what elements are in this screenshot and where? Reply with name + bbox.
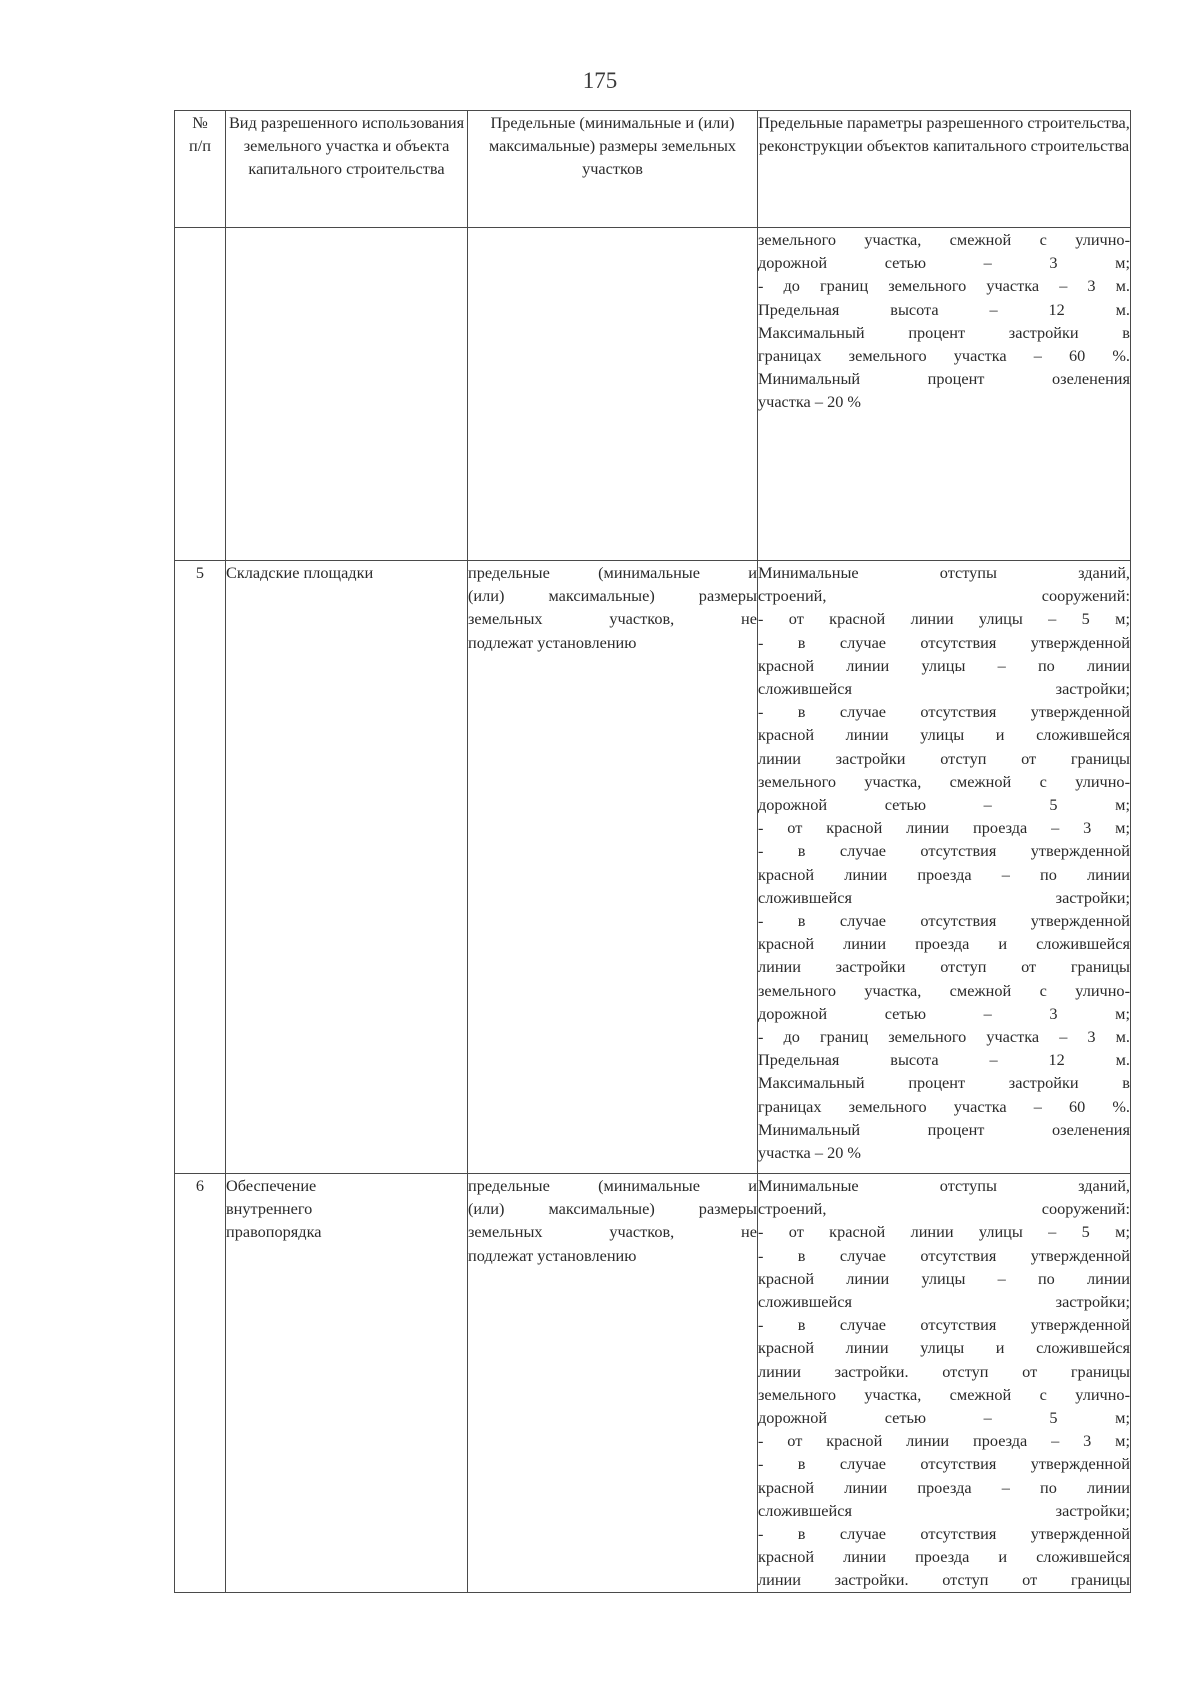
cell-line: земельного участка, смежной с улично- xyxy=(758,980,1130,1000)
row-plot-sizes xyxy=(468,228,758,561)
cell-line: Минимальные отступы зданий, xyxy=(758,563,1130,582)
cell-line: линии застройки. отступ от границы xyxy=(758,1570,1130,1590)
cell-line: Максимальный процент застройки в xyxy=(758,1073,1130,1093)
cell-line: - до границ земельного участка – 3 м. xyxy=(758,276,1130,296)
table-row xyxy=(175,1174,1131,1593)
cell-line: - в случае отсутствия утвержденной xyxy=(758,911,1130,931)
cell-line: дорожной сетью – 5 м; xyxy=(758,1408,1130,1428)
cell-line: Минимальный процент озеленения xyxy=(758,1119,1130,1139)
header-use-type: Вид разрешенного использования земельного участка и объекта капитального строительства xyxy=(226,111,468,228)
table-header-row xyxy=(175,111,1131,228)
cell-line: предельные (минимальные и xyxy=(468,563,757,582)
header-number-line-2: п/п xyxy=(189,136,211,155)
cell-line: Обеспечение xyxy=(226,1176,317,1195)
cell-line: строений, сооружений: xyxy=(758,1199,1130,1219)
cell-line: - в случае отсутствия утвержденной xyxy=(758,1524,1130,1544)
table-row xyxy=(175,561,1131,1174)
row-building-parameters xyxy=(758,561,1131,1174)
cell-line: красной линии улицы – по линии xyxy=(758,1268,1130,1288)
cell-line: - в случае отсутствия утвержденной xyxy=(758,1454,1130,1474)
cell-line: сложившейся застройки; xyxy=(758,679,1130,699)
cell-line: участка – 20 % xyxy=(758,1143,861,1163)
row-plot-sizes xyxy=(468,561,758,1174)
cell-line: Максимальный процент застройки в xyxy=(758,322,1130,342)
cell-line: строений, сооружений: xyxy=(758,586,1130,606)
cell-line: внутреннего xyxy=(226,1199,313,1219)
cell-line: - от красной линии улицы – 5 м; xyxy=(758,1222,1130,1242)
zoning-parameters-table xyxy=(174,110,1131,1593)
cell-line: красной линии улицы и сложившейся xyxy=(758,1338,1130,1358)
row-use-type: Складские площадки xyxy=(226,561,468,1174)
cell-line: правопорядка xyxy=(226,1222,322,1242)
cell-line: границах земельного участка – 60 %. xyxy=(758,346,1130,366)
cell-line: красной линии проезда – по линии xyxy=(758,1477,1130,1497)
cell-line: земельного участка, смежной с улично- xyxy=(758,771,1130,791)
cell-line: Предельная высота – 12 м. xyxy=(758,1050,1130,1070)
cell-line: дорожной сетью – 3 м; xyxy=(758,1003,1130,1023)
cell-line: границах земельного участка – 60 %. xyxy=(758,1096,1130,1116)
cell-line: земельного участка, смежной с улично- xyxy=(758,230,1130,249)
cell-line: красной линии улицы – по линии xyxy=(758,655,1130,675)
cell-line: участка – 20 % xyxy=(758,392,861,412)
cell-line: линии застройки отступ от границы xyxy=(758,957,1130,977)
page-number: 175 xyxy=(582,68,618,93)
row-number xyxy=(175,228,226,561)
cell-line: линии застройки отступ от границы xyxy=(758,748,1130,768)
cell-line: красной линии проезда – по линии xyxy=(758,864,1130,884)
cell-line: Минимальный процент озеленения xyxy=(758,369,1130,389)
cell-line: - в случае отсутствия утвержденной xyxy=(758,841,1130,861)
cell-line: - от красной линии проезда – 3 м; xyxy=(758,1431,1130,1451)
cell-line: красной линии проезда и сложившейся xyxy=(758,934,1130,954)
row-building-parameters xyxy=(758,228,1131,561)
cell-line: дорожной сетью – 5 м; xyxy=(758,795,1130,815)
cell-line: (или) максимальные) размеры xyxy=(468,1199,757,1219)
cell-line: - в случае отсутствия утвержденной xyxy=(758,1245,1130,1265)
header-number-line-1: № xyxy=(192,113,208,132)
header-building-parameters: Предельные параметры разрешенного строительства, реконструкции объектов капитального строительства xyxy=(758,111,1131,228)
cell-line: земельного участка, смежной с улично- xyxy=(758,1384,1130,1404)
cell-line: - в случае отсутствия утвержденной xyxy=(758,702,1130,722)
cell-line: - в случае отсутствия утвержденной xyxy=(758,632,1130,652)
row-number: 5 xyxy=(175,561,226,1174)
cell-line: - до границ земельного участка – 3 м. xyxy=(758,1027,1130,1047)
row-number: 6 xyxy=(175,1174,226,1593)
cell-line: - от красной линии проезда – 3 м; xyxy=(758,818,1130,838)
cell-line: сложившейся застройки; xyxy=(758,887,1130,907)
cell-line: подлежат установлению xyxy=(468,632,637,652)
row-building-parameters xyxy=(758,1174,1131,1593)
cell-line: - от красной линии улицы – 5 м; xyxy=(758,609,1130,629)
cell-line: сложившейся застройки; xyxy=(758,1292,1130,1312)
cell-line: дорожной сетью – 3 м; xyxy=(758,253,1130,273)
row-use-type xyxy=(226,228,468,561)
cell-line: земельных участков, не xyxy=(468,609,757,629)
cell-line: Предельная высота – 12 м. xyxy=(758,299,1130,319)
cell-line: линии застройки. отступ от границы xyxy=(758,1361,1130,1381)
cell-line: земельных участков, не xyxy=(468,1222,757,1242)
row-plot-sizes xyxy=(468,1174,758,1593)
cell-line: подлежат установлению xyxy=(468,1245,637,1265)
cell-line: красной линии проезда и сложившейся xyxy=(758,1547,1130,1567)
row-use-type xyxy=(226,1174,468,1593)
cell-line: Минимальные отступы зданий, xyxy=(758,1176,1130,1195)
header-number xyxy=(175,111,226,228)
cell-line: красной линии улицы и сложившейся xyxy=(758,725,1130,745)
cell-line: предельные (минимальные и xyxy=(468,1176,757,1195)
cell-line: (или) максимальные) размеры xyxy=(468,586,757,606)
cell-line: - в случае отсутствия утвержденной xyxy=(758,1315,1130,1335)
header-plot-sizes: Предельные (минимальные и (или) максимальные) размеры земельных участков xyxy=(468,111,758,228)
cell-line: сложившейся застройки; xyxy=(758,1500,1130,1520)
table-row xyxy=(175,228,1131,561)
